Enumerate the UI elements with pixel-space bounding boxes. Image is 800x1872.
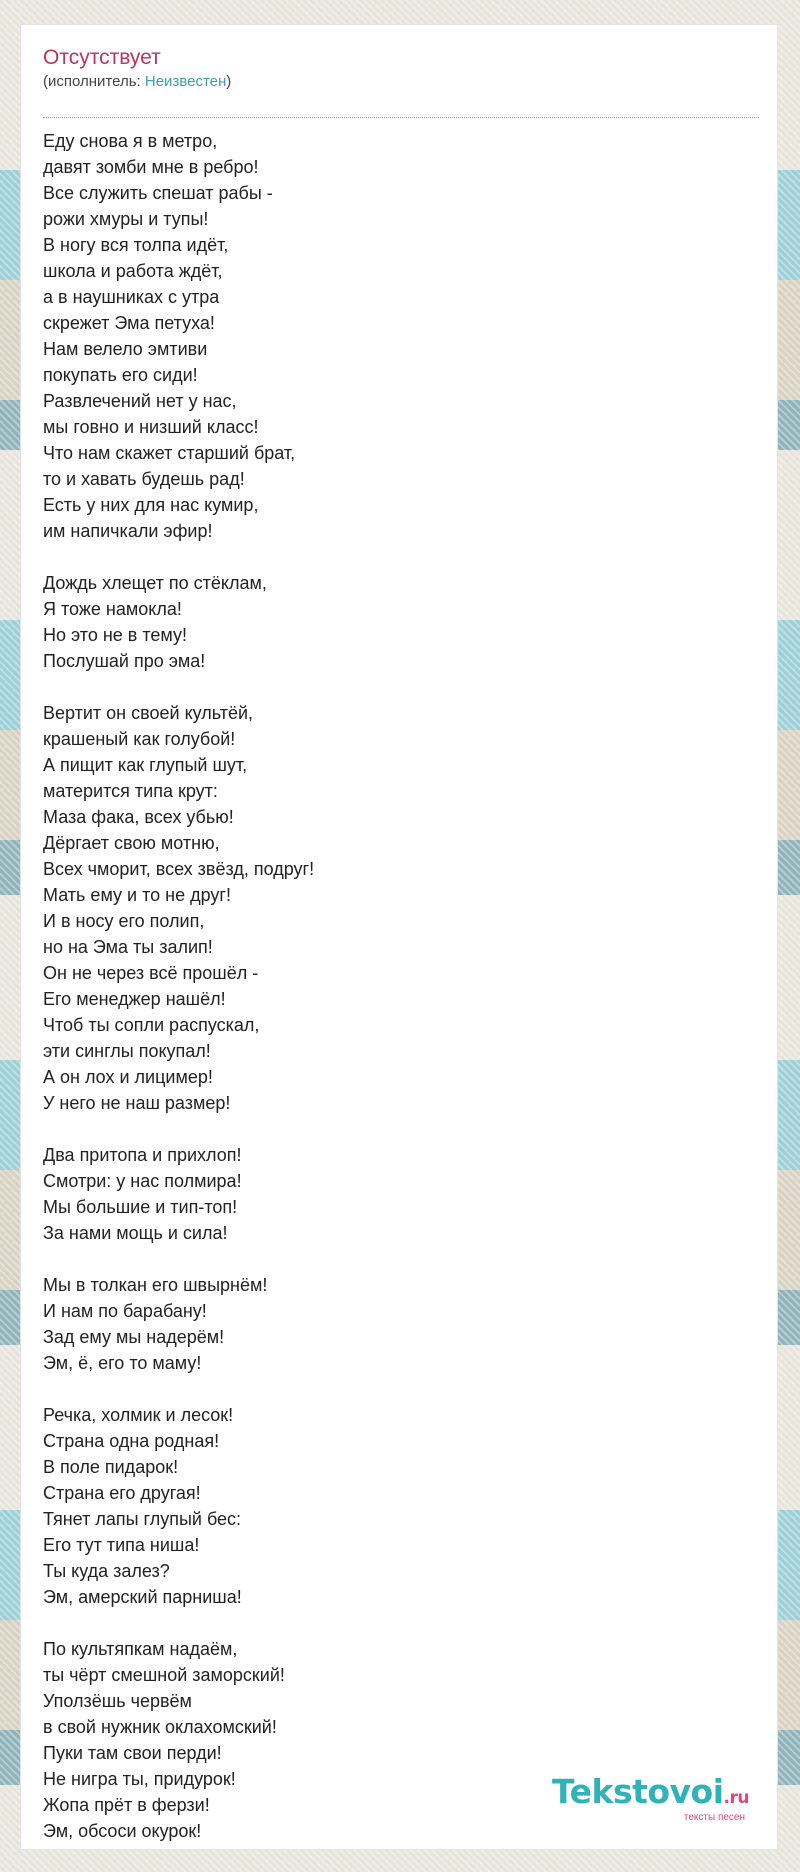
lyric-line: эти синглы покупал!	[43, 1041, 211, 1061]
lyrics-text	[43, 128, 743, 1844]
lyric-line: Зад ему мы надерём!	[43, 1327, 225, 1347]
logo-tld: .ru	[723, 1788, 749, 1808]
lyric-line: Тянет лапы глупый бес:	[43, 1509, 242, 1529]
performer-close: )	[226, 73, 232, 90]
stanza-break	[43, 1116, 743, 1142]
lyric-line: Развлечений нет у нас,	[43, 391, 237, 411]
lyric-line: И в носу его полип,	[43, 911, 205, 931]
lyric-line: Но это не в тему!	[43, 625, 187, 645]
stanza-break	[43, 1610, 743, 1636]
lyrics-card	[20, 24, 778, 1850]
lyric-line: Эм, амерский парниша!	[43, 1587, 242, 1607]
site-logo[interactable]	[552, 1772, 749, 1823]
lyric-line: то и хавать будешь рад!	[43, 469, 245, 489]
lyric-line: У него не наш размер!	[43, 1093, 231, 1113]
lyric-line: Уползёшь червём	[43, 1691, 192, 1711]
lyric-line: Его тут типа ниша!	[43, 1535, 200, 1555]
lyric-line: давят зомби мне в ребро!	[43, 157, 259, 177]
performer-line	[43, 72, 759, 92]
stanza-break	[43, 674, 743, 700]
lyric-line: По культяпкам надаём,	[43, 1639, 238, 1659]
lyric-line: мы говно и низший класс!	[43, 417, 259, 437]
lyric-line: крашеный как голубой!	[43, 729, 236, 749]
lyric-line: И нам по барабану!	[43, 1301, 207, 1321]
lyric-line: Маза фака, всех убью!	[43, 807, 234, 827]
stanza-break	[43, 1376, 743, 1402]
lyric-line: Жопа прёт в ферзи!	[43, 1795, 210, 1815]
lyric-line: Вертит он своей культёй,	[43, 703, 254, 723]
lyric-line: Нам велело эмтиви	[43, 339, 208, 359]
lyric-line: Чтоб ты сопли распускал,	[43, 1015, 260, 1035]
lyric-line: Послушай про эма!	[43, 651, 206, 671]
lyric-line: Страна одна родная!	[43, 1431, 220, 1451]
lyric-line: Смотри: у нас полмира!	[43, 1171, 242, 1191]
lyric-line: А пищит как глупый шут,	[43, 755, 248, 775]
song-title: Отсутствует	[43, 46, 161, 69]
lyric-line: Все служить спешат рабы -	[43, 183, 273, 203]
lyric-line: Еду снова я в метро,	[43, 131, 218, 151]
lyric-line: в свой нужник оклахомский!	[43, 1717, 277, 1737]
lyric-line: Два притопа и прихлоп!	[43, 1145, 242, 1165]
lyric-line: Мы в толкан его швырнём!	[43, 1275, 268, 1295]
lyric-line: Он не через всё прошёл -	[43, 963, 259, 983]
song-header	[43, 45, 759, 117]
logo-tagline: тексты песен	[683, 1812, 745, 1823]
lyric-line: Всех чморит, всех звёзд, подруг!	[43, 859, 315, 879]
lyric-line: В поле пидарок!	[43, 1457, 179, 1477]
lyric-line: За нами мощь и сила!	[43, 1223, 228, 1243]
lyric-line: Дёргает свою мотню,	[43, 833, 220, 853]
lyric-line: Ты куда залез?	[43, 1561, 170, 1581]
lyric-line: Дождь хлещет по стёклам,	[43, 573, 267, 593]
lyric-line: ты чёрт смешной заморский!	[43, 1665, 285, 1685]
lyric-line: покупать его сиди!	[43, 365, 198, 385]
lyric-line: а в наушниках с утра	[43, 287, 220, 307]
lyric-line: А он лох и лицимер!	[43, 1067, 213, 1087]
lyric-line: Пуки там свои перди!	[43, 1743, 222, 1763]
performer-label: (исполнитель:	[43, 73, 145, 90]
lyric-line: им напичкали эфир!	[43, 521, 213, 541]
lyric-line: Мы большие и тип-топ!	[43, 1197, 238, 1217]
lyric-line: Эм, обсоси окурок!	[43, 1821, 202, 1841]
stanza-break	[43, 1246, 743, 1272]
lyric-line: Что нам скажет старший брат,	[43, 443, 296, 463]
logo-word: Tekstovoi	[552, 1772, 724, 1811]
logo-wordmark	[552, 1772, 749, 1815]
lyric-line: Я тоже намокла!	[43, 599, 182, 619]
lyric-line: Не нигра ты, придурок!	[43, 1769, 236, 1789]
lyric-line: школа и работа ждёт,	[43, 261, 223, 281]
lyric-line: Мать ему и то не друг!	[43, 885, 231, 905]
lyric-line: Эм, ё, его то маму!	[43, 1353, 202, 1373]
lyric-line: но на Эма ты залип!	[43, 937, 213, 957]
lyric-line: рожи хмуры и тупы!	[43, 209, 209, 229]
stanza-break	[43, 544, 743, 570]
performer-link[interactable]: Неизвестен	[144, 73, 227, 90]
lyric-line: Страна его другая!	[43, 1483, 201, 1503]
lyric-line: Речка, холмик и лесок!	[43, 1405, 234, 1425]
lyric-line: матерится типа крут:	[43, 781, 218, 801]
lyric-line: Его менеджер нашёл!	[43, 989, 226, 1009]
header-divider	[43, 117, 759, 118]
lyric-line: скрежет Эма петуха!	[43, 313, 215, 333]
lyric-line: Есть у них для нас кумир,	[43, 495, 259, 515]
lyric-line: В ногу вся толпа идёт,	[43, 235, 229, 255]
